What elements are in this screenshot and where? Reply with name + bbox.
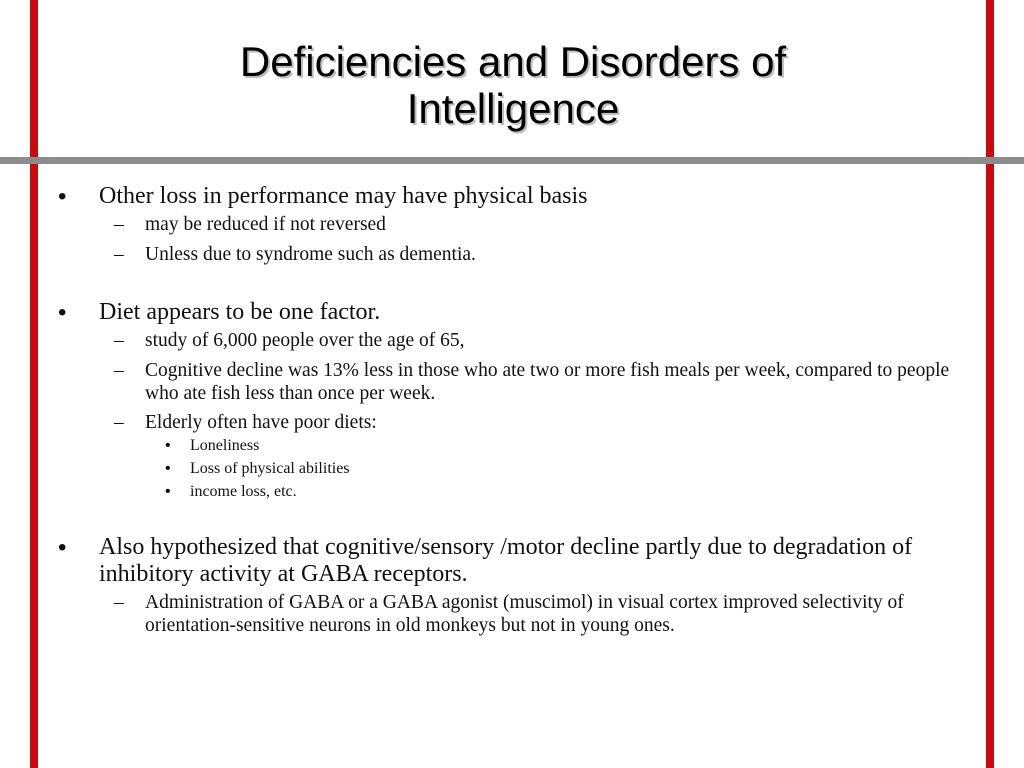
dash-marker: – bbox=[114, 330, 124, 351]
sub-sub-bullet-income bbox=[58, 480, 978, 503]
slide-body bbox=[58, 183, 978, 637]
title-divider bbox=[0, 157, 1024, 164]
dash-marker: – bbox=[114, 592, 124, 613]
spacer bbox=[58, 503, 978, 534]
dash-marker: – bbox=[114, 244, 124, 265]
sub-sub-bullet-text: Loneliness bbox=[190, 437, 260, 454]
right-red-border bbox=[986, 0, 994, 768]
sub-bullet-muscimol bbox=[58, 591, 978, 637]
sub-bullet-fish bbox=[58, 359, 978, 405]
bullet-marker: • bbox=[58, 299, 67, 326]
slide-title-line-2: Intelligence bbox=[406, 85, 620, 132]
sub-bullet-study bbox=[58, 329, 978, 352]
slide-title-line-1: Deficiencies and Disorders of bbox=[239, 38, 787, 85]
dash-marker: – bbox=[114, 214, 124, 235]
sub-sub-bullet-text: Loss of physical abilities bbox=[190, 460, 350, 477]
bullet-marker: • bbox=[58, 183, 67, 210]
sub-bullet-text: Unless due to syndrome such as dementia. bbox=[145, 244, 476, 265]
bullet-physical-basis bbox=[58, 183, 978, 210]
bullet-text: Other loss in performance may have physical basis bbox=[99, 183, 588, 209]
bullet-marker: • bbox=[165, 460, 171, 477]
bullet-text: Also hypothesized that cognitive/sensory /motor decline partly due to degradation of inhibitory activity at GABA receptors. bbox=[99, 534, 913, 587]
sub-bullet-reduced bbox=[58, 213, 978, 236]
dash-marker: – bbox=[114, 412, 124, 433]
sub-bullet-text: may be reduced if not reversed bbox=[145, 214, 386, 235]
bullet-marker: • bbox=[165, 483, 171, 500]
sub-bullet-poor-diets bbox=[58, 411, 978, 434]
left-red-border bbox=[30, 0, 38, 768]
sub-sub-bullet-physical bbox=[58, 457, 978, 480]
spacer bbox=[58, 266, 978, 299]
sub-sub-bullet-loneliness bbox=[58, 434, 978, 457]
bullet-gaba bbox=[58, 534, 978, 588]
slide-title bbox=[40, 38, 986, 132]
dash-marker: – bbox=[114, 360, 124, 381]
bullet-diet bbox=[58, 299, 978, 326]
sub-sub-bullet-text: income loss, etc. bbox=[190, 483, 297, 500]
sub-bullet-text: Administration of GABA or a GABA agonist (muscimol) in visual cortex improved selectivity of orientation-sensitive neurons in old monkeys but not in young ones. bbox=[145, 592, 904, 636]
bullet-marker: • bbox=[165, 437, 171, 454]
sub-bullet-text: study of 6,000 people over the age of 65, bbox=[145, 330, 465, 351]
sub-bullet-dementia bbox=[58, 243, 978, 266]
bullet-marker: • bbox=[58, 534, 67, 561]
sub-bullet-text: Elderly often have poor diets: bbox=[145, 412, 377, 433]
sub-bullet-text: Cognitive decline was 13% less in those who ate two or more fish meals per week, compared to people who ate fish less than once per week. bbox=[145, 360, 950, 404]
bullet-text: Diet appears to be one factor. bbox=[99, 299, 381, 325]
